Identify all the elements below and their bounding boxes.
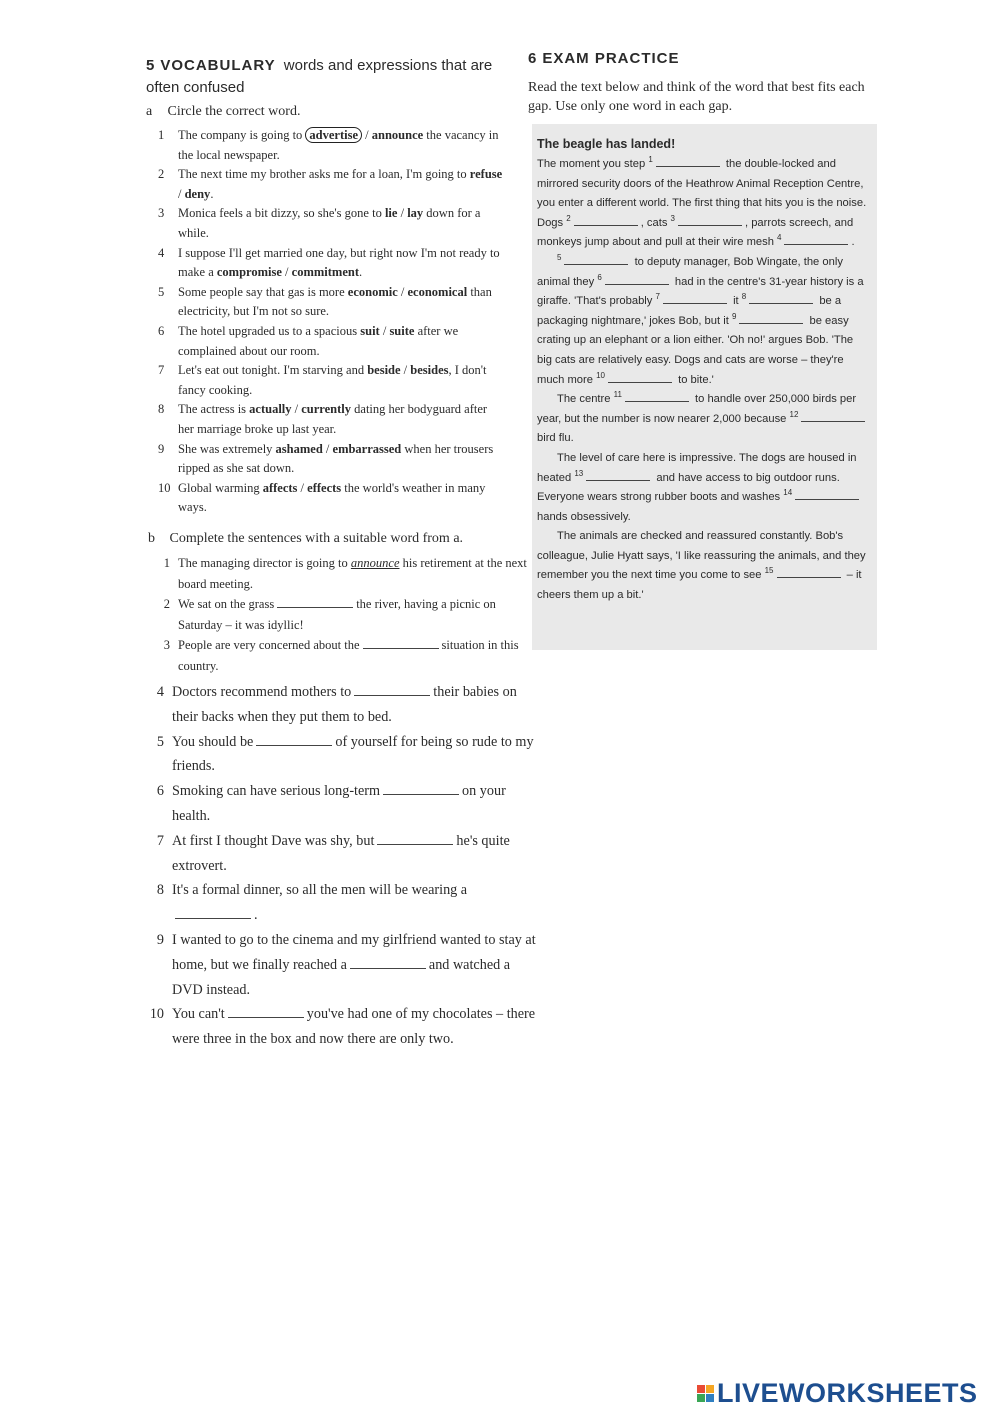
item-number: 5	[158, 284, 165, 299]
option-2[interactable]: besides	[410, 363, 449, 378]
part-instruction: Circle the correct word.	[167, 104, 301, 119]
part-letter: b	[148, 531, 155, 546]
item-text: and watched a DVD instead.	[172, 956, 511, 998]
item-number: 4	[156, 684, 164, 700]
section-title: VOCABULARY	[160, 57, 276, 74]
option-separator: /	[362, 128, 372, 142]
option-1[interactable]: advertise	[305, 127, 362, 143]
gap-input-5[interactable]	[564, 254, 628, 265]
exercise-b-list	[148, 553, 538, 1052]
item-text: .	[359, 265, 363, 280]
exercise-b-item	[148, 1002, 538, 1052]
item-text: on your health.	[172, 783, 506, 824]
item-text: The managing director is going to	[178, 556, 351, 570]
option-2[interactable]: announce	[371, 128, 424, 142]
gap-number: 3	[670, 213, 675, 223]
item-number: 7	[156, 832, 164, 849]
option-2[interactable]: deny	[184, 186, 211, 201]
option-1[interactable]: lie	[384, 206, 398, 221]
item-number: 9	[156, 931, 164, 948]
gap-input-4[interactable]	[784, 234, 848, 245]
item-number: 5	[156, 733, 164, 750]
option-1[interactable]: actually	[249, 402, 292, 417]
option-1[interactable]: ashamed	[275, 441, 323, 456]
item-text: down for a while.	[178, 206, 481, 240]
item-text: She was extremely	[178, 441, 276, 456]
item-text: .	[254, 907, 258, 924]
gap-number: 11	[613, 390, 622, 400]
gap-input-9[interactable]	[739, 313, 803, 324]
item-text: the vacancy in the local newspaper.	[178, 128, 499, 162]
gap-input-1[interactable]	[656, 156, 720, 167]
option-2[interactable]: embarrassed	[332, 441, 402, 456]
gap-input-10[interactable]	[608, 372, 672, 383]
option-1[interactable]: compromise	[216, 265, 282, 280]
text-paragraph-1: The moment you step $^1$ the double-locked and mirrored security doors of the Heathrow Animal Reception Centre, you enter a different world. The first thing that hits you is the noise. Dogs $^2$ , cats $^3$ , parrots screech, and monkeys jump about and pull at their wire mesh $^4$ .	[537, 155, 867, 249]
gap-input-2[interactable]	[574, 215, 638, 226]
liveworksheets-logo[interactable]	[697, 1376, 997, 1410]
gap-number: 14	[783, 488, 793, 498]
logo-square	[706, 1394, 714, 1402]
answer-gap-input[interactable]	[354, 684, 430, 696]
exercise-a-item	[158, 126, 503, 165]
part-instruction: Complete the sentences with a suitable word from a.	[169, 531, 464, 546]
section-6-header	[528, 50, 888, 67]
answer-gap-input[interactable]	[256, 734, 332, 746]
gap-number: 4	[777, 233, 782, 243]
gap-number: 10	[596, 370, 605, 380]
exercise-b-item	[154, 594, 538, 635]
item-number: 9	[158, 441, 165, 456]
gap-number: 1	[648, 155, 653, 164]
item-text: after we complained about our room.	[178, 323, 459, 358]
logo-square	[706, 1385, 714, 1393]
gap-input-15[interactable]	[777, 567, 841, 578]
option-2[interactable]: effects	[307, 480, 342, 495]
gap-number: 9	[731, 311, 737, 321]
gap-number: 2	[566, 213, 571, 223]
item-text: the river, having a picnic on Saturday – it was idyllic!	[178, 597, 496, 632]
exercise-a-list	[158, 126, 503, 518]
exercise-a-item	[158, 244, 503, 283]
gap-number: 5	[557, 252, 562, 262]
item-number: 3	[158, 206, 165, 221]
reading-text-box	[532, 124, 877, 650]
item-text: The company is going to	[178, 128, 306, 142]
exercise-b-item	[148, 829, 538, 879]
option-separator: /	[397, 284, 408, 299]
item-number: 8	[158, 402, 165, 417]
option-2[interactable]: currently	[301, 402, 352, 417]
item-text: of yourself for being so rude to my friends.	[172, 733, 534, 775]
option-separator: /	[379, 323, 390, 338]
part-a-heading	[146, 104, 300, 120]
item-text: he's quite extrovert.	[172, 832, 510, 874]
exercise-a-item	[158, 283, 503, 322]
option-1[interactable]: beside	[367, 363, 401, 378]
item-text: than electricity, but I'm not so sure.	[178, 284, 492, 319]
option-1[interactable]: suit	[360, 323, 380, 338]
item-number: 6	[158, 323, 165, 338]
option-separator: /	[322, 441, 333, 456]
exercise-b-item	[148, 730, 538, 780]
item-text: dating her bodyguard after her marriage broke up last year.	[178, 402, 488, 436]
option-separator: /	[291, 402, 302, 417]
exercise-b-item	[148, 680, 538, 730]
exercise-a-item	[158, 322, 503, 361]
item-number: 8	[156, 882, 164, 899]
section-number: 6	[528, 50, 537, 67]
text-paragraph-5: The animals are checked and reassured constantly. Bob's colleague, Julie Hyatt says, 'I like reassuring the animals, and they remember you the next time you come to see $^{15}$ – it cheers them up a bit.'	[537, 530, 866, 602]
text-paragraph-3: The centre $^{11}$ to handle over 250,000 birds per year, but the number is now nearer 2,000 because $^{12}$ bird flu.	[537, 390, 869, 449]
part-b-heading	[148, 531, 463, 547]
logo-text: LIVEWORKSHEETS	[717, 1377, 978, 1408]
text-paragraph-2: $^5$ to deputy manager, Bob Wingate, the only animal they $^6$ had in the centre's 31-year history is a giraffe. 'That's probably $^7$ it $^8$ be a packaging nightmare,' jokes Bob, but it $^9$ be easy crating up an elephant or a lion either. 'Oh no!' argues Bob. 'The big cats are relatively easy. Dogs and cats are worse – they're much more $^{10}$ to bite.'	[537, 252, 864, 386]
gap-input-8[interactable]	[749, 293, 813, 304]
item-number: 1	[163, 556, 170, 570]
gap-number: 8	[741, 292, 747, 302]
gap-number: 12	[789, 409, 799, 419]
item-number: 10	[158, 480, 171, 495]
item-number: 4	[158, 245, 165, 260]
answer-gap-input[interactable]	[228, 1006, 304, 1018]
item-text: We sat on the grass	[178, 597, 275, 611]
exercise-a-item	[158, 479, 503, 518]
item-text: Doctors recommend mothers to	[172, 684, 352, 700]
item-text: People are very concerned about the	[178, 638, 360, 652]
item-number: 2	[163, 597, 170, 611]
section-number: 5	[146, 57, 155, 74]
gap-input-11[interactable]	[625, 391, 689, 402]
exercise-b-item	[148, 779, 538, 829]
exercise-b-item	[154, 635, 538, 676]
item-text: you've had one of my chocolates – there were three in the box and now there are only two.	[172, 1006, 536, 1048]
section-subtitle: words and expressions that are often confused	[146, 57, 493, 96]
item-text: The hotel upgraded us to a spacious	[178, 323, 361, 338]
item-number: 2	[158, 167, 165, 182]
item-number: 10	[149, 1006, 164, 1023]
exercise-b-item	[154, 553, 538, 594]
gap-number: 7	[655, 292, 660, 302]
item-text: The actress is	[178, 402, 250, 417]
section-6-instruction: Read the text below and think of the word that best fits each gap. Use only one word in each gap.	[528, 80, 865, 114]
item-number: 1	[158, 128, 165, 142]
text-paragraph-4: The level of care here is impressive. The dogs are housed in heated $^{13}$ and have access to big outdoor runs. Everyone wears strong rubber boots and washes $^{14}$ hands obsessively.	[537, 449, 869, 527]
text-title: The beagle has landed!	[537, 137, 676, 151]
item-text: when her trousers ripped as she sat down.	[178, 441, 494, 476]
item-text: At first I thought Dave was shy, but	[172, 832, 375, 849]
option-2[interactable]: suite	[389, 323, 415, 338]
item-text: It's a formal dinner, so all the men will be wearing a	[172, 882, 468, 899]
exercise-a-item	[158, 440, 503, 479]
option-1[interactable]: refuse	[469, 167, 503, 182]
logo-mark-icon	[697, 1385, 714, 1402]
option-1[interactable]: economic	[347, 284, 398, 299]
exercise-a-item	[158, 165, 503, 204]
answer-gap-input[interactable]	[383, 783, 459, 795]
answer-gap-input[interactable]	[377, 833, 453, 845]
item-text: the world's weather in many ways.	[178, 480, 486, 515]
gap-number: 13	[574, 468, 584, 478]
exercise-a-item	[158, 361, 503, 400]
item-text: their babies on their backs when they put them to bed.	[172, 684, 517, 725]
item-text: , I don't fancy cooking.	[178, 363, 487, 397]
gap-input-12[interactable]	[801, 411, 865, 422]
logo-square	[697, 1394, 705, 1402]
option-2[interactable]: economical	[407, 284, 468, 299]
example-answer: announce	[350, 556, 400, 570]
gap-input-14[interactable]	[795, 489, 859, 500]
exercise-a-item	[158, 400, 503, 439]
item-text: Global warming	[178, 480, 263, 495]
exercise-a-item	[158, 204, 503, 243]
option-2[interactable]: commitment	[291, 265, 359, 280]
answer-gap-input[interactable]	[350, 957, 426, 969]
item-text: .	[210, 186, 214, 201]
option-1[interactable]: affects	[262, 480, 298, 495]
item-text: Some people say that gas is more	[178, 284, 348, 299]
item-text: I wanted to go to the cinema and my girlfriend wanted to stay at home, but we finally reached a	[172, 931, 536, 973]
gap-input-6[interactable]	[605, 274, 669, 285]
gap-input-7[interactable]	[663, 293, 727, 304]
option-separator: /	[397, 206, 408, 221]
item-number: 7	[158, 363, 165, 378]
item-text: Let's eat out tonight. I'm starving and	[178, 363, 368, 378]
exercise-b-item	[148, 928, 538, 1002]
item-text: Smoking can have serious long-term	[172, 783, 381, 800]
section-5-header	[146, 55, 506, 99]
item-text: You can't	[172, 1006, 225, 1023]
option-separator: /	[281, 265, 292, 280]
answer-gap-input[interactable]	[363, 637, 439, 649]
item-text: Monica feels a bit dizzy, so she's gone to	[178, 206, 385, 221]
item-text: You should be	[172, 733, 254, 750]
item-text: I suppose I'll get married one day, but right now I'm not ready to make a	[178, 245, 500, 280]
item-text: his retirement at the next board meeting.	[178, 556, 527, 591]
gap-input-3[interactable]	[678, 215, 742, 226]
part-letter: a	[146, 104, 153, 119]
answer-gap-input[interactable]	[175, 907, 251, 919]
exercise-b-item	[148, 878, 538, 928]
item-number: 6	[156, 783, 164, 800]
item-number: 3	[163, 638, 170, 652]
option-2[interactable]: lay	[407, 206, 424, 221]
logo-square	[697, 1385, 705, 1393]
item-text: situation in this country.	[178, 638, 519, 673]
answer-gap-input[interactable]	[277, 596, 353, 608]
item-text: The next time my brother asks me for a loan, I'm going to	[178, 167, 470, 182]
option-separator: /	[178, 186, 185, 201]
section-title: EXAM PRACTICE	[542, 50, 680, 67]
option-separator: /	[400, 363, 411, 378]
gap-number: 15	[764, 566, 774, 576]
gap-input-13[interactable]	[586, 470, 650, 481]
gap-number: 6	[597, 272, 602, 282]
option-separator: /	[297, 480, 308, 495]
